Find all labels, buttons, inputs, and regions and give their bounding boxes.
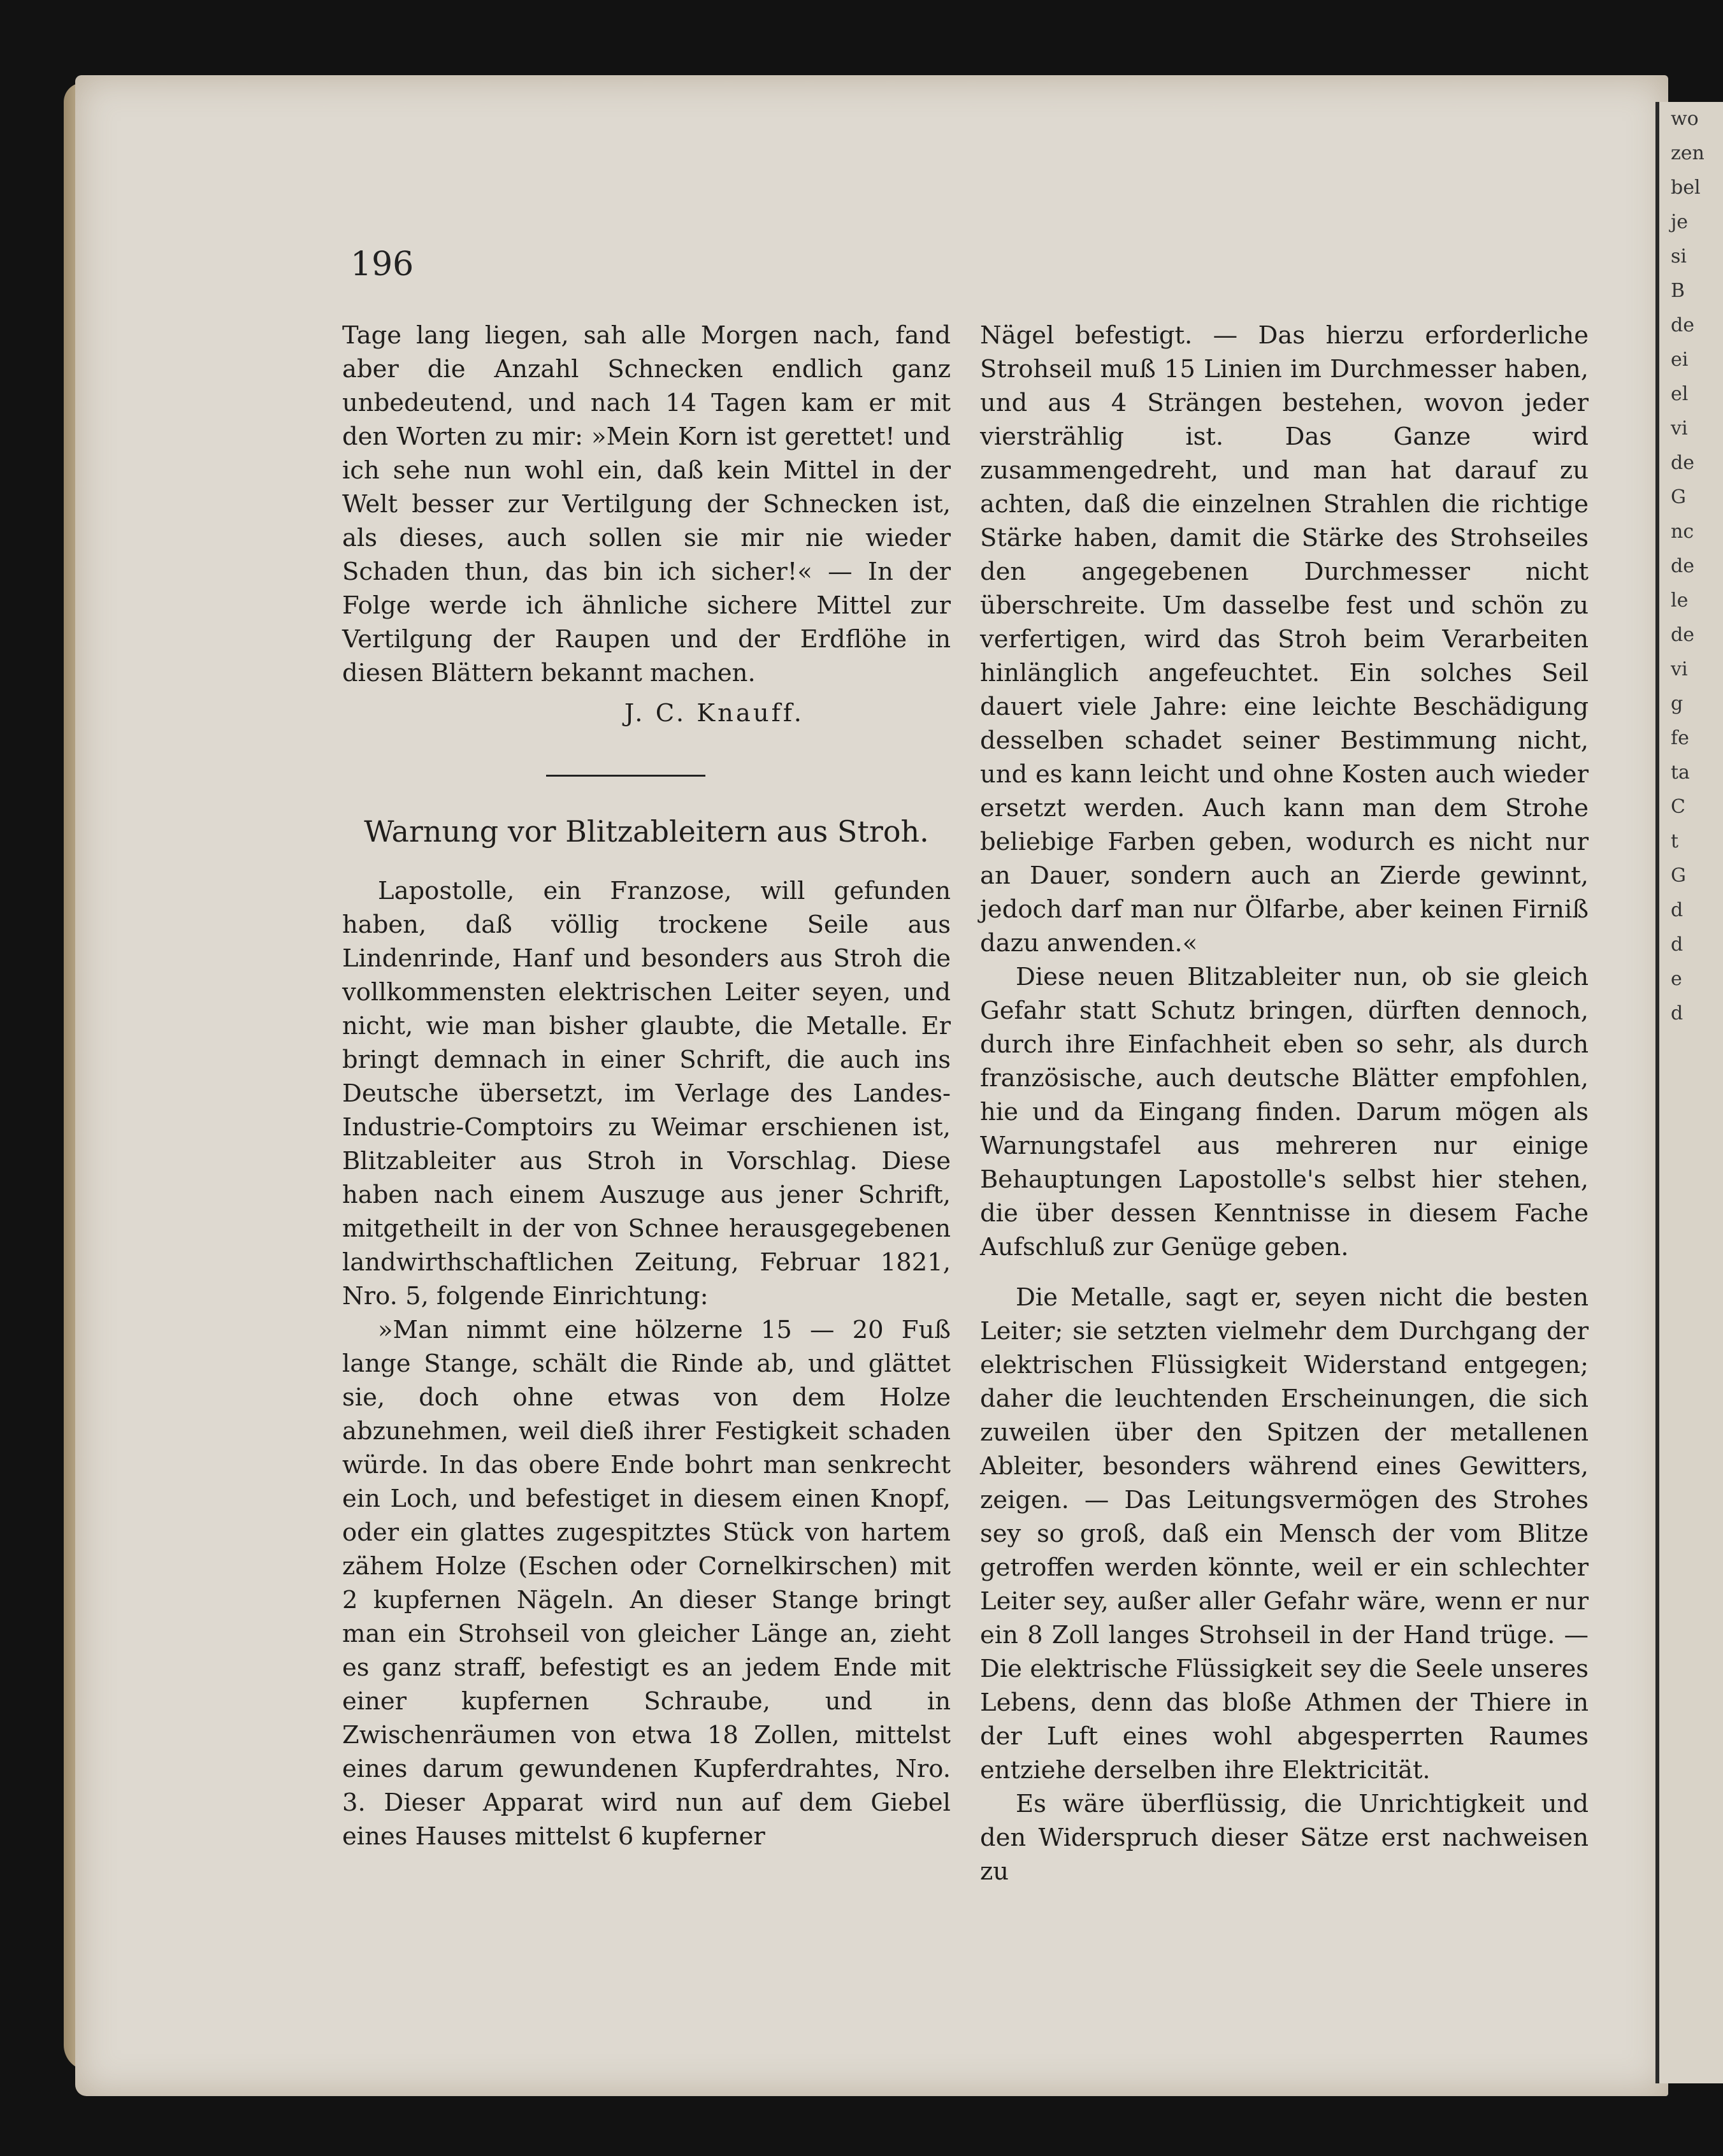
fragment: vi (1671, 658, 1688, 680)
page-number: 196 (350, 245, 414, 284)
fragment: si (1671, 245, 1687, 268)
fragment: el (1671, 383, 1689, 405)
fragment: ei (1671, 349, 1689, 371)
fragment: C (1671, 796, 1685, 818)
fragment: B (1671, 280, 1685, 302)
fragment: zen (1671, 142, 1705, 164)
paragraph: Die Metalle, sagt er, seyen nicht die besten Leiter; sie setzten vielmehr dem Durchgang der elektrischen Flüssigkeit Widerstand entgegen; daher die leuchtenden Erscheinungen, die sich zuweilen über den Spitzen der metallenen Ableiter, besonders während eines Gewitters, zeigen. — Das Leitungsvermögen des Strohes sey so groß, daß ein Mensch der vom Blitze getroffen werden könnte, weil er ein schlechter Leiter sey, außer aller Gefahr wäre, wenn er nur ein 8 Zoll langes Strohseil in der Hand trüge. — Die elektrische Flüssigkeit sey die Seele unseres Lebens, denn das bloße Athmen der Thiere in der Luft eines wohl abgesperrten Raumes entziehe derselben ihre Elektricität. (980, 1283, 1589, 1785)
fragment: de (1671, 314, 1694, 336)
fragment: d (1671, 933, 1683, 956)
left-column (342, 319, 951, 1853)
fragment: G (1671, 865, 1686, 887)
fragment: wo (1671, 108, 1699, 130)
fragment: ta (1671, 761, 1690, 784)
fragment: bel (1671, 176, 1701, 199)
paragraph: Es wäre überflüssig, die Unrichtigkeit und den Widerspruch dieser Sätze erst nachweisen zu (980, 1790, 1589, 1886)
paragraph: Lapostolle, ein Franzose, will gefunden haben, daß völlig trockene Seile aus Lindenrinde, Hanf und besonders aus Stroh die vollkommensten elektrischen Leiter seyen, und nicht, wie man bisher glaubte, die Metalle. Er bringt demnach in einer Schrift, die auch ins Deutsche übersetzt, im Verlage des Landes-Industrie-Comptoirs zu Weimar erschienen ist, Blitzableiter aus Stroh in Vorschlag. Diese haben nach einem Auszuge aus jener Schrift, mitgetheilt in der von Schnee herausgegebenen landwirthschaftlichen Zeitung, Februar 1821, Nro. 5, folgende Einrichtung: (342, 877, 951, 1311)
fragment: e (1671, 968, 1682, 990)
section-heading: Warnung vor Blitzableitern aus Stroh. (364, 814, 929, 849)
fragment: G (1671, 486, 1686, 508)
fragment: d (1671, 1002, 1683, 1024)
fragment: nc (1671, 521, 1694, 543)
fragment: de (1671, 452, 1694, 474)
fragment: d (1671, 899, 1683, 921)
fragment: le (1671, 589, 1689, 612)
paragraph: Diese neuen Blitzableiter nun, ob sie gleich Gefahr statt Schutz bringen, dürften dennoch, durch ihre Einfachheit eben so sehr, als durch französische, auch deutsche Blätter empfohlen, hie und da Eingang finden. Darum mögen als Warnungstafel aus mehreren nur einige Behauptungen Lapostolle's selbst hier stehen, die über dessen Kenntnisse in diesem Fache Aufschluß zur Genüge geben. (980, 963, 1589, 1261)
fragment: g (1671, 693, 1683, 715)
right-column (980, 319, 1589, 1888)
section-divider (546, 775, 705, 777)
paragraph: »Man nimmt eine hölzerne 15 — 20 Fuß lange Stange, schält die Rinde ab, und glättet sie, doch ohne etwas von dem Holze abzunehmen, weil dieß ihrer Festigkeit schaden würde. In das obere Ende bohrt man senkrecht ein Loch, und befestiget in diesem einen Knopf, oder ein glattes zugespitztes Stück von hartem zähem Holze (Eschen oder Cornelkirschen) mit 2 kupfernen Nägeln. An dieser Stange bringt man ein Strohseil von gleicher Länge an, zieht es ganz straff, befestigt es an jedem Ende mit einer kupfernen Schraube, und in Zwischenräumen von etwa 18 Zollen, mittelst eines darum gewundenen Kupferdrahtes, Nro. 3. Dieser Apparat wird nun auf dem Giebel eines Hauses mittelst 6 kupferner (342, 1316, 951, 1851)
fragment: je (1671, 211, 1689, 233)
fragment: t (1671, 830, 1679, 852)
next-page-fragment (1655, 102, 1723, 2083)
paragraph: Tage lang liegen, sah alle Morgen nach, fand aber die Anzahl Schnecken endlich ganz unbedeutend, und nach 14 Tagen kam er mit den Worten zu mir: »Mein Korn ist gerettet! und ich sehe nun wohl ein, daß kein Mittel in der Welt besser zur Vertilgung der Schnecken ist, als dieses, auch sollen sie mir nie wieder Schaden thun, das bin ich sicher!« — In der Folge werde ich ähnliche sichere Mittel zur Vertilgung der Raupen und der Erdflöhe in diesen Blättern bekannt machen. (342, 321, 951, 687)
fragment: fe (1671, 727, 1689, 749)
author-signature: J. C. Knauff. (624, 699, 804, 728)
paragraph: Nägel befestigt. — Das hierzu erforderliche Strohseil muß 15 Linien im Durchmesser haben, und aus 4 Strängen bestehen, wovon jeder vierstrählig ist. Das Ganze wird zusammengedreht, und man hat darauf zu achten, daß die einzelnen Strahlen die richtige Stärke haben, damit die Stärke des Strohseiles den angegebenen Durchmesser nicht überschreite. Um dasselbe fest und schön zu verfertigen, wird das Stroh beim Verarbeiten hinlänglich angefeuchtet. Ein solches Seil dauert viele Jahre: eine leichte Beschädigung desselben schadet seiner Bestimmung nicht, und es kann leicht und ohne Kosten auch wieder ersetzt werden. Auch kann man dem Strohe beliebige Farben geben, wodurch es nicht nur an Dauer, sondern auch an Zierde gewinnt, jedoch darf man nur Ölfarbe, aber keinen Firniß dazu anwenden.« (980, 321, 1589, 958)
fragment: de (1671, 624, 1694, 646)
fragment: de (1671, 555, 1694, 577)
fragment: vi (1671, 417, 1688, 440)
